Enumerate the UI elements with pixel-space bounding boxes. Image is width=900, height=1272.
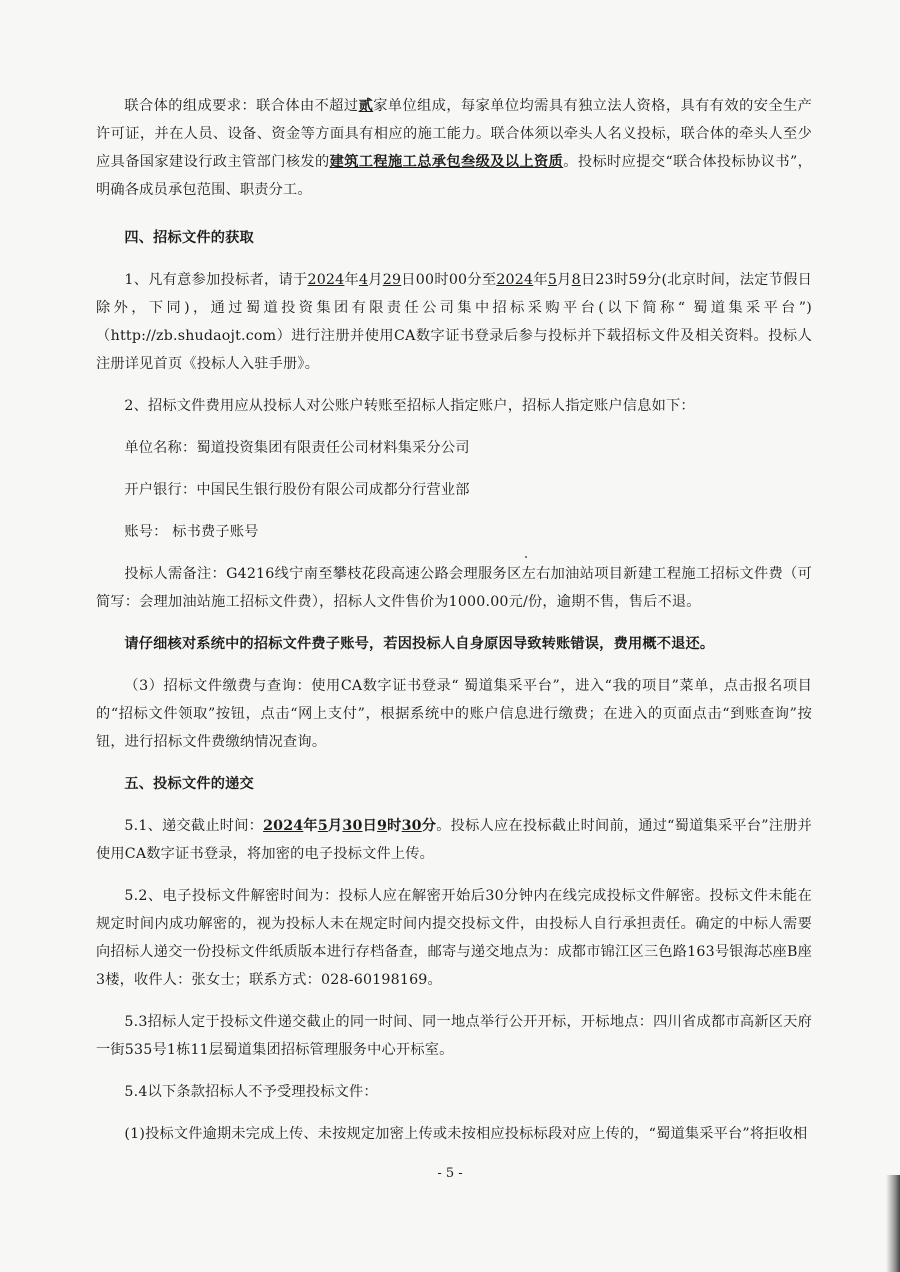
section4-heading: 四、招标文件的获取 [124, 230, 254, 246]
end-day: 8 [571, 272, 581, 288]
section5-p51: 5.1、递交截止时间：2024年5月30日9时30分。投标人应在投标截止时间前，通过“蜀道集采平台”注册并使用CA数字证书登录，将加密的电子投标文件上传。 [96, 818, 813, 862]
deadline-minute: 30 [401, 818, 422, 834]
deadline-day: 30 [342, 818, 363, 834]
scan-edge-shadow [886, 1175, 900, 1272]
end-year: 2024 [496, 272, 534, 288]
section4-p3: （3）招标文件缴费与查询：使用CA数字证书登录“ 蜀道集采平台”，进入“我的项目”菜单，点击报名项目的“招标文件领取”按钮，点击“网上支付”，根据系统中的账户信息进行缴费；在进入的页面点击“到账查询”按钮，进行招标文件费缴纳情况查询。 [96, 678, 812, 750]
deadline-hour: 9 [377, 818, 388, 834]
payment-warning: 请仔细核对系统中的招标文件费子账号，若因投标人自身原因导致转账错误，费用概不退还。 [124, 636, 715, 652]
account-unit-name: 单位名称：蜀道投资集团有限责任公司材料集采分公司 [124, 440, 470, 456]
payment-remark: 投标人需备注：G4216线宁南至攀枝花段高速公路会理服务区左右加油站项目新建工程施工招标文件费（可简写：会理加油站施工招标文件费），招标人文件售价为1000.00元/份，逾期不售，售后不退。 [96, 566, 812, 610]
end-month: 5 [547, 272, 558, 288]
section5-heading: 五、投标文件的递交 [124, 776, 254, 792]
required-qualification: 建筑工程施工总承包叁级及以上资质 [329, 154, 564, 170]
account-bank: 开户银行：中国民生银行股份有限公司成都分行营业部 [124, 482, 470, 498]
account-number: 账号： 标书费子账号 [124, 524, 259, 540]
section5-p54-item1: (1)投标文件逾期未完成上传、未按规定加密上传或未按相应投标标段对应上传的，“蜀道集采平台”将拒收相 [124, 1126, 808, 1142]
consortium-requirements: 联合体的组成要求：联合体由不超过贰家单位组成，每家单位均需具有独立法人资格，具有有效的安全生产许可证，并在人员、设备、资金等方面具有相应的施工能力。联合体须以牵头人名义投标，联合体的牵头人至少应具备国家建设行政主管部门核发的建筑工程施工总承包叁级及以上资质。投标时应提交“联合体投标协议书”，明确各成员承包范围、职责分工。 [96, 98, 813, 198]
start-month: 4 [358, 272, 369, 288]
section4-p1: 1、凡有意参加投标者，请于2024年4月29日00时00分至2024年5月8日23时59分(北京时间，法定节假日除外，下同)，通过蜀道投资集团有限责任公司集中招标采购平台(以下简称“ 蜀道集采平台”)（http://zb.shudaojt.com）进行注册并使用CA数字证书登录后参与投标并下载招标文件及相关资料。投标人注册详见首页《投标人入驻手册》。 [96, 272, 813, 372]
section4-p2: 2、招标文件费用应从投标人对公账户转账至招标人指定账户，招标人指定账户信息如下： [124, 398, 695, 414]
start-year: 2024 [307, 272, 345, 288]
section5-p54: 5.4以下条款招标人不予受理投标文件： [124, 1084, 378, 1100]
page-number: - 5 - [437, 1166, 463, 1181]
scan-speck [525, 556, 527, 558]
start-day: 29 [382, 272, 402, 288]
document-body [96, 92, 812, 1148]
section5-p53: 5.3招标人定于投标文件递交截止的同一时间、同一地点举行公开开标，开标地点：四川省成都市高新区天府一街535号1栋11层蜀道集团招标管理服务中心开标室。 [96, 1014, 812, 1058]
section5-p52: 5.2、电子投标文件解密时间为：投标人应在解密开始后30分钟内在线完成投标文件解密。投标文件未能在规定时间内成功解密的，视为投标人未在规定时间内提交投标文件，由投标人自行承担责任。确定的中标人需要向招标人递交一份投标文件纸质版本进行存档备查，邮寄与递交地点为：成都市锦江区三色路163号银海芯座B座3楼，收件人：张女士；联系方式：028-60198169。 [96, 888, 812, 988]
deadline-month: 5 [317, 818, 328, 834]
consortium-max-members: 贰 [358, 98, 374, 114]
deadline-year: 2024 [263, 818, 304, 834]
